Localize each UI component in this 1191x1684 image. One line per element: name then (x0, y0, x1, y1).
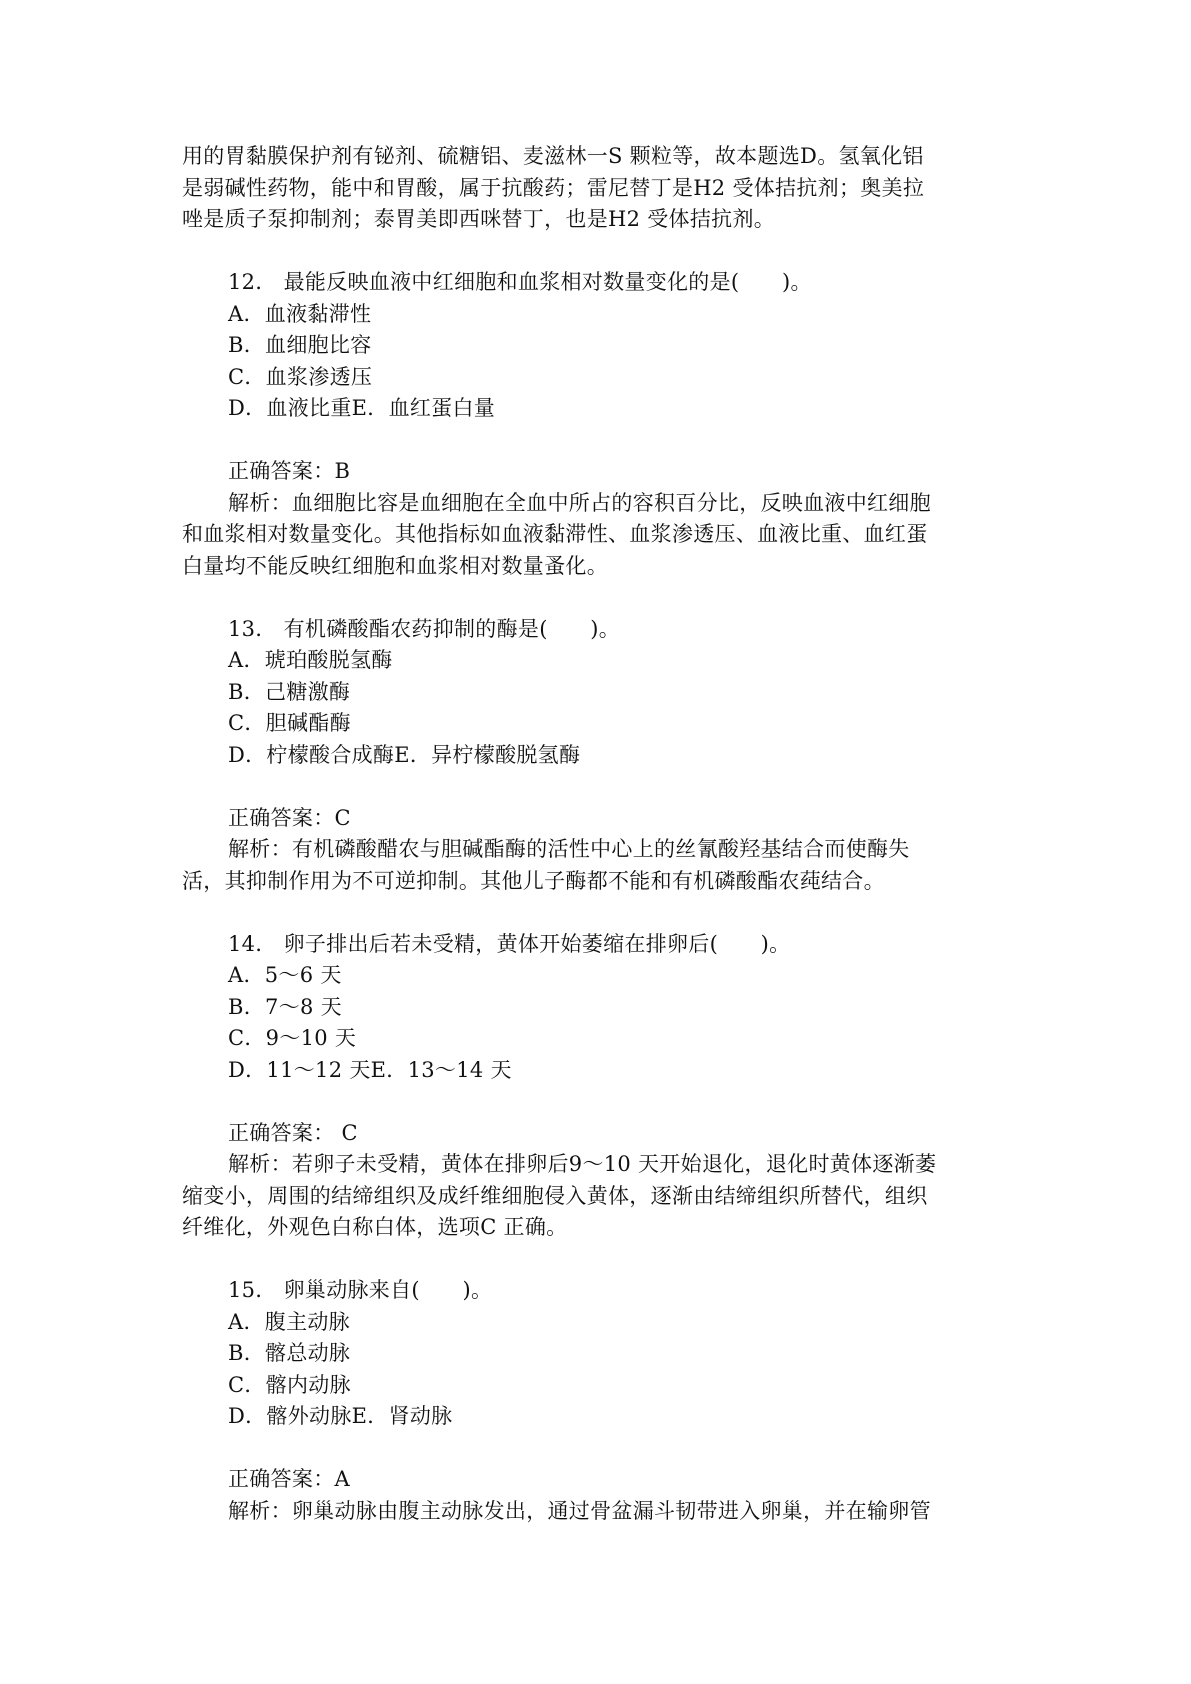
paragraph-line: 解析：若卵子未受精，黄体在排卵后9～10 天开始退化，退化时黄体逐渐萎 (228, 1152, 937, 1176)
paragraph-gap (182, 771, 1023, 803)
paragraph-gap (182, 1086, 1023, 1118)
paragraph-line: 缩变小，周围的结缔组织及成纤维细胞侵入黄体，逐渐由结缔组织所替代，组织 (182, 1183, 928, 1208)
paragraph-line: 解析：有机磷酸醋农与胆碱酯酶的活性中心上的丝氰酸羟基结合而使酶失 (228, 837, 910, 861)
paragraph-gap (182, 425, 1023, 457)
answer-option: B．己糖激酶 (228, 679, 351, 704)
answer-option: D．髂外动脉E．肾动脉 (228, 1404, 453, 1428)
answer-option: B．7～8 天 (228, 994, 342, 1019)
answer-option: B．血细胞比容 (228, 333, 372, 357)
paragraph-gap (182, 236, 1023, 268)
paragraph-gap (182, 582, 1023, 614)
answer-option: A．腹主动脉 (228, 1309, 350, 1334)
paragraph-line: 解析：血细胞比容是血细胞在全血中所占的容积百分比，反映血液中红细胞 (228, 490, 931, 515)
correct-answer-text: 正确答案：C (228, 805, 351, 830)
paragraph-line: 纤维化，外观色白称白体，选项C 正确。 (182, 1215, 568, 1239)
correct-answer (182, 456, 1023, 488)
answer-option: C．髂内动脉 (228, 1372, 351, 1397)
answer-option: C．9～10 天 (228, 1026, 357, 1050)
correct-answer (182, 1118, 1023, 1150)
paragraph-gap (182, 1244, 1023, 1276)
answer-option: D．11～12 天E．13～14 天 (228, 1057, 512, 1082)
answer-option: A．5～6 天 (228, 963, 342, 987)
answer-option: A．琥珀酸脱氢酶 (228, 648, 393, 672)
paragraph-line: 活，其抑制作用为不可逆抑制。其他儿子酶都不能和有机磷酸酯农莼结合。 (182, 868, 885, 893)
explanation-paragraph (182, 834, 1023, 897)
question-block (182, 929, 1023, 1087)
correct-answer-text: 正确答案：B (228, 459, 351, 483)
paragraph-line: 唑是质子泵抑制剂；泰胃美即西咪替丁，也是H2 受体拮抗剂。 (182, 207, 776, 231)
answer-option: C．胆碱酯酶 (228, 711, 351, 735)
question-stem: 15． 卵巢动脉来自( )。 (228, 1278, 493, 1302)
explanation-paragraph (182, 1496, 1023, 1528)
question-block (182, 1275, 1023, 1433)
correct-answer-text: 正确答案：A (228, 1467, 350, 1491)
paragraph-line: 白量均不能反映红细胞和血浆相对数量蚤化。 (182, 553, 608, 578)
paragraph-gap (182, 897, 1023, 929)
answer-option: A．血液黏滞性 (228, 301, 372, 326)
paragraph-line: 是弱碱性药物，能中和胃酸，属于抗酸药；雷尼替丁是H2 受体拮抗剂；奥美拉 (182, 175, 925, 200)
question-stem: 13． 有机磷酸酯农药抑制的酶是( )。 (228, 616, 621, 641)
answer-option: D．血液比重E．血红蛋白量 (228, 396, 496, 420)
explanation-paragraph (182, 1149, 1023, 1244)
question-stem: 14． 卵子排出后若未受精，黄体开始萎缩在排卵后( )。 (228, 931, 791, 956)
paragraph-line: 解析：卵巢动脉由腹主动脉发出，通过骨盆漏斗韧带进入卵巢，并在输卵管 (228, 1498, 931, 1523)
paragraph-line: 和血浆相对数量变化。其他指标如血液黏滞性、血浆渗透压、血液比重、血红蛋 (182, 522, 928, 546)
question-block (182, 614, 1023, 772)
answer-option: D．柠檬酸合成酶E．异柠檬酸脱氢酶 (228, 742, 581, 767)
correct-answer (182, 803, 1023, 835)
correct-answer-text: 正确答案： C (228, 1120, 358, 1145)
question-stem: 12． 最能反映血液中红细胞和血浆相对数量变化的是( )。 (228, 270, 812, 294)
paragraph-line: 用的胃黏膜保护剂有铋剂、硫糖铝、麦滋林一S 颗粒等，故本题选D。氢氧化铝 (182, 144, 924, 168)
explanation-paragraph (182, 141, 1023, 236)
explanation-paragraph (182, 488, 1023, 583)
paragraph-gap (182, 1433, 1023, 1465)
answer-option: C．血浆渗透压 (228, 364, 373, 389)
question-block (182, 267, 1023, 425)
correct-answer (182, 1464, 1023, 1496)
answer-option: B．髂总动脉 (228, 1341, 351, 1365)
